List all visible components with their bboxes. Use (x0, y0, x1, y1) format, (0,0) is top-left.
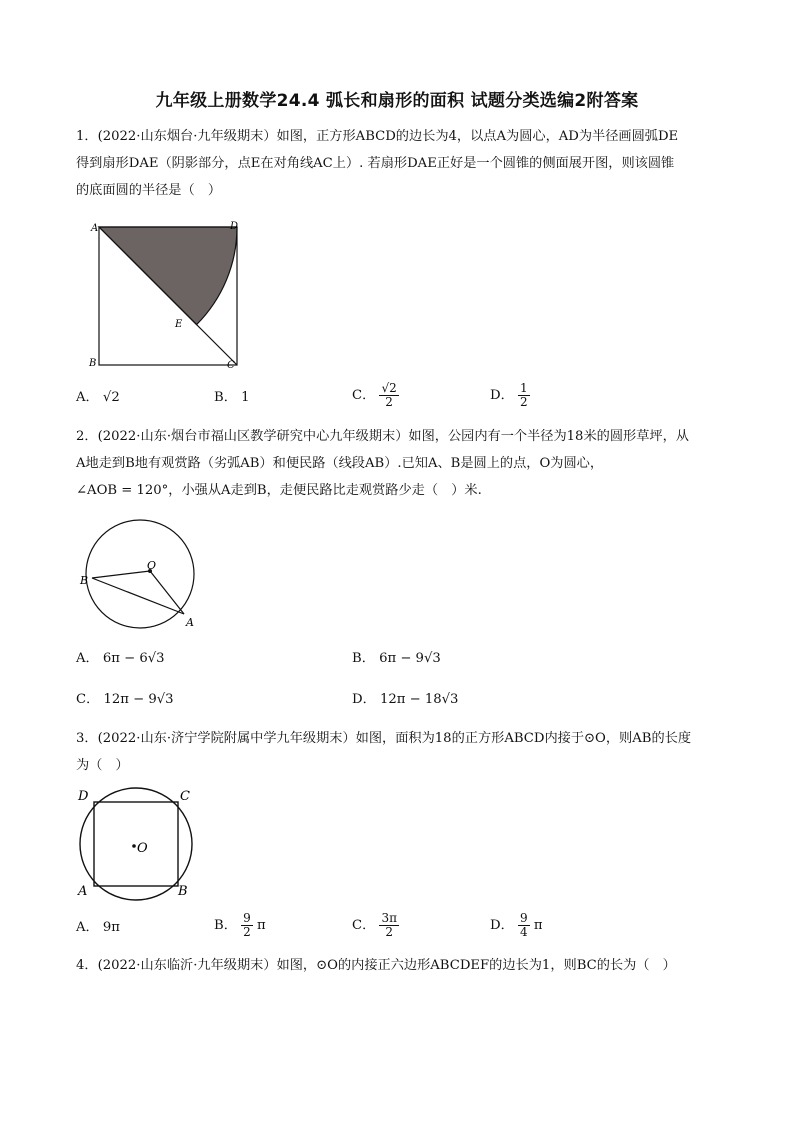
label-o: O (147, 559, 157, 572)
question-4-line-1: 4．(2022·山东临沂·九年级期末）如图，⊙O的内接正六边形ABCDEF的边长为1，则BC的长为（ ） (76, 958, 676, 973)
label-d: D (230, 221, 239, 232)
question-1-line-1: 1．(2022·山东烟台·九年级期末）如图，正方形ABCD的边长为4，以点A为圆心，AD为半径画圆弧DE (76, 129, 679, 144)
q3-option-c-fraction: $\frac{3\pi}{2}$ (381, 911, 398, 939)
question-2-line-3: ∠AOB = 120°，小强从A走到B，走便民路比走观赏路少走（ ）米. (76, 483, 482, 498)
label-d: D (78, 789, 89, 804)
q3-option-b-fraction: $\frac{9}{2}$ (243, 911, 251, 939)
question-1-line-3: 的底面圆的半径是（ ） (76, 183, 222, 198)
q1-option-d[interactable]: D． $\frac{1}{2}$ (490, 381, 528, 409)
label-e: E (175, 319, 183, 330)
q1-option-c[interactable]: C． $\frac{√2}{2}$ (352, 381, 397, 409)
q3-option-b[interactable]: B． $\frac{9}{2}$ π (214, 911, 266, 939)
radius-ob (92, 571, 150, 578)
q3-option-a[interactable]: A． 9π (76, 920, 120, 935)
q3-option-d-fraction: $\frac{9}{4}$ (519, 911, 528, 939)
label-o: O (137, 841, 148, 856)
q3-option-c[interactable]: C． $\frac{3\pi}{2}$ (352, 911, 398, 939)
q2-option-c[interactable]: C． 12π − 9√3 (76, 692, 174, 707)
question-3-line-1: 3．(2022·山东·济宁学院附属中学九年级期末）如图，面积为18的正方形ABCD内接于⊙O，则AB的长度 (76, 731, 692, 746)
label-c: C (180, 789, 190, 804)
q2-option-d[interactable]: D． 12π − 18√3 (352, 692, 459, 707)
q1-option-a[interactable]: A． √2 (76, 390, 120, 405)
question-3 (76, 725, 720, 779)
label-c: C (227, 360, 235, 371)
label-a: A (78, 884, 88, 899)
q1-option-b-value: 1 (241, 390, 250, 405)
circle-o (80, 788, 192, 900)
q2-option-a[interactable]: A． 6π − 6√3 (76, 651, 165, 666)
label-b: B (80, 574, 89, 587)
document-title: 九年级上册数学24.4 弧长和扇形的面积 试题分类选编2附答案 (155, 91, 639, 111)
q1-option-c-fraction: $\frac{√2}{2}$ (381, 381, 397, 409)
label-a: A (186, 616, 194, 629)
question-1 (76, 123, 720, 204)
question-3-line-2: 为（ ） (76, 758, 129, 773)
q1-option-d-fraction: $\frac{1}{2}$ (519, 381, 528, 409)
square-abcd (94, 802, 178, 886)
question-2-line-2: A地走到B地有观赏路（劣弧AB）和便民路（线段AB）.已知A、B是圆上的点，O为圆心， (76, 456, 604, 471)
q3-option-d[interactable]: D． $\frac{9}{4}$ π (490, 911, 543, 939)
q2-option-b[interactable]: B． 6π − 9√3 (352, 651, 441, 666)
label-b: B (178, 884, 188, 899)
label-b: B (89, 358, 97, 369)
question-2 (76, 423, 720, 504)
figure-3-inscribed-square (74, 782, 204, 902)
question-4 (76, 952, 720, 979)
question-1-line-2: 得到扇形DAE（阴影部分，点E在对角线AC上）. 若扇形DAE正好是一个圆锥的侧面展开图，则该圆锥 (76, 156, 675, 171)
q1-option-b[interactable]: B． 1 (214, 390, 250, 405)
center-point-o (132, 844, 136, 848)
label-a: A (91, 223, 99, 234)
shaded-sector-dae (99, 227, 237, 325)
q1-option-a-value: √2 (102, 390, 120, 405)
figure-2-circle-arc (76, 516, 206, 636)
question-2-line-1: 2．(2022·山东·烟台市福山区教学研究中心九年级期末）如图，公园内有一个半径为18米的圆形草坪，从 (76, 429, 689, 444)
figure-1-square-sector (84, 218, 254, 378)
